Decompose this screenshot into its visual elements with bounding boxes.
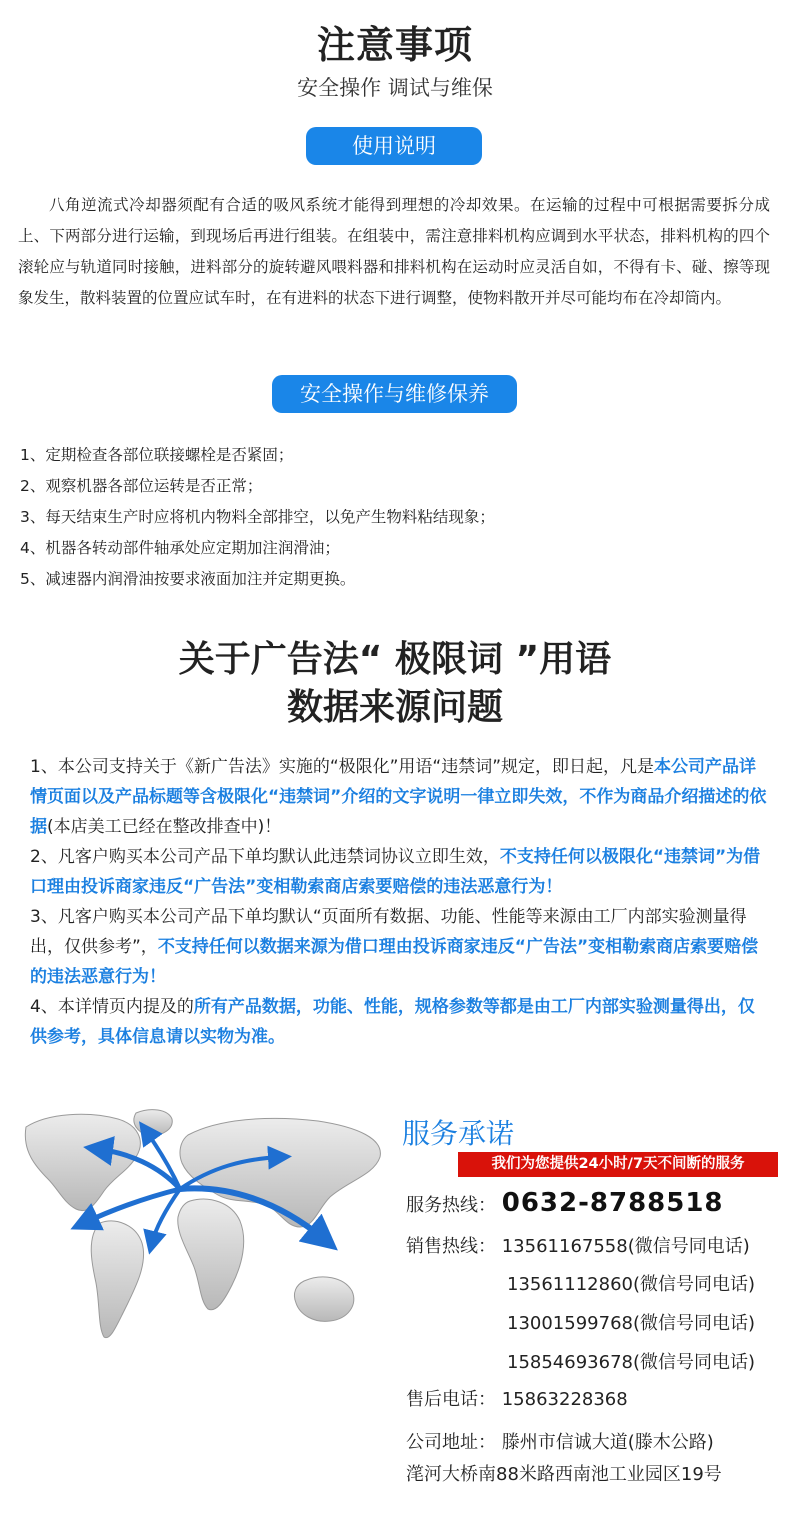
ad-law-paragraph-1: [30, 752, 768, 842]
south-america-shape: [91, 1221, 143, 1338]
service-banner: 我们为您提供24小时/7天不间断的服务: [458, 1152, 778, 1177]
ad-law-p2-highlight: 不支持任何以极限化“违禁词”为借口理由投诉商家违反“广告法”变相勒索商店索要赔偿的违法恶意行为！: [30, 847, 761, 897]
route-arrow: [146, 1131, 180, 1189]
page-title: 注意事项: [316, 23, 473, 67]
list-item: 1、定期检查各部位联接螺栓是否紧固；: [20, 446, 294, 464]
australia-shape: [294, 1277, 353, 1321]
service-title: 服务承诺: [402, 1117, 515, 1150]
sales-hotline-row: [406, 1232, 750, 1258]
ad-law-paragraph-4: [30, 992, 768, 1052]
sales-number: 13001599768(微信号同电话): [507, 1313, 756, 1334]
ad-law-title: [0, 636, 790, 732]
ad-law-p4-text: 4、本详情页内提及的: [30, 997, 194, 1017]
address-line2: 滗河大桥南88米路西南池工业园区19号: [406, 1464, 722, 1485]
sales-number: 15854693678(微信号同电话): [507, 1352, 756, 1373]
ad-law-paragraph-3: [30, 902, 768, 992]
list-item: 2、观察机器各部位运转是否正常；: [20, 477, 263, 495]
aftersale-row: [406, 1385, 628, 1411]
ad-law-p2-text: 2、凡客户购买本公司产品下单均默认此违禁词协议立即生效，: [30, 847, 500, 867]
hotline-number: 0632-8788518: [501, 1188, 724, 1218]
ad-law-p1-text: 1、本公司支持关于《新广告法》实施的“极限化”用语“违禁词”规定，即日起，凡是: [30, 757, 655, 777]
service-hotline-row: [406, 1188, 724, 1218]
ad-law-p4-highlight: 所有产品数据，功能、性能，规格参数等都是由工厂内部实验测量得出，仅供参考，具体信息请以实物为准。: [30, 997, 755, 1047]
africa-shape: [178, 1199, 244, 1310]
list-item: 3、每天结束生产时应将机内物料全部排空，以免产生物料粘结现象；: [20, 508, 495, 526]
ad-law-p3-highlight: 不支持任何以数据来源为借口理由投诉商家违反“广告法”变相勒索商店索要赔偿的违法恶意行为！: [30, 937, 759, 987]
address-row: [406, 1428, 714, 1454]
sales-number: 13561112860(微信号同电话): [507, 1274, 756, 1295]
ad-law-p1-note: (本店美工已经在整改排查中)！: [47, 817, 282, 837]
page-subtitle: 安全操作 调试与维保: [297, 76, 493, 100]
ad-law-p1-highlight: 本公司产品详情页面以及产品标题等含极限化“违禁词”介绍的文字说明一律立即失效，不作为商品介绍描述的依据: [30, 757, 767, 837]
safety-list: [20, 440, 770, 595]
greenland-shape: [134, 1110, 172, 1136]
ad-law-body: [30, 752, 768, 1052]
usage-paragraph: 八角逆流式冷却器须配有合适的吸风系统才能得到理想的冷却效果。在运输的过程中可根据需要拆分成上、下两部分进行运输，到现场后再进行组装。在组装中，需注意排料机构应调到水平状态，排料机构的四个滚轮应与轨道同时接触，进料部分的旋转避风喂料器和排料机构在运动时应灵活自如，不得有卡、碰、擦等现象发生，散料装置的位置应试车时，在有进料的状态下进行调整，使物料散开并尽可能均布在冷却筒内。: [18, 196, 770, 307]
north-america-shape: [25, 1114, 140, 1210]
world-map-image: [18, 1105, 390, 1375]
address-line1: 滕州市信诚大道(滕木公路): [501, 1432, 714, 1453]
hotline-label: 服务热线：: [406, 1195, 496, 1216]
aftersale-number: 15863228368: [501, 1389, 628, 1410]
ad-law-paragraph-2: [30, 842, 768, 902]
address-label: 公司地址：: [406, 1432, 496, 1453]
sales-number: 13561167558(微信号同电话): [501, 1236, 750, 1257]
safety-section-label: 安全操作与维修保养: [272, 375, 517, 413]
ad-law-title-line1: 关于广告法“ 极限词 ”用语: [178, 639, 612, 680]
sales-label: 销售热线：: [406, 1236, 496, 1257]
usage-section-label: 使用说明: [306, 127, 482, 165]
aftersale-label: 售后电话：: [406, 1389, 496, 1410]
list-item: 4、机器各转动部件轴承处应定期加注润滑油；: [20, 539, 340, 557]
ad-law-title-line2: 数据来源问题: [286, 687, 503, 728]
ad-law-p3-text: 3、凡客户购买本公司产品下单均默认“页面所有数据、功能、性能等来源由工厂内部实验测量得出，仅供参考”，: [30, 907, 747, 957]
list-item: 5、减速器内润滑油按要求液面加注并定期更换。: [20, 570, 356, 588]
